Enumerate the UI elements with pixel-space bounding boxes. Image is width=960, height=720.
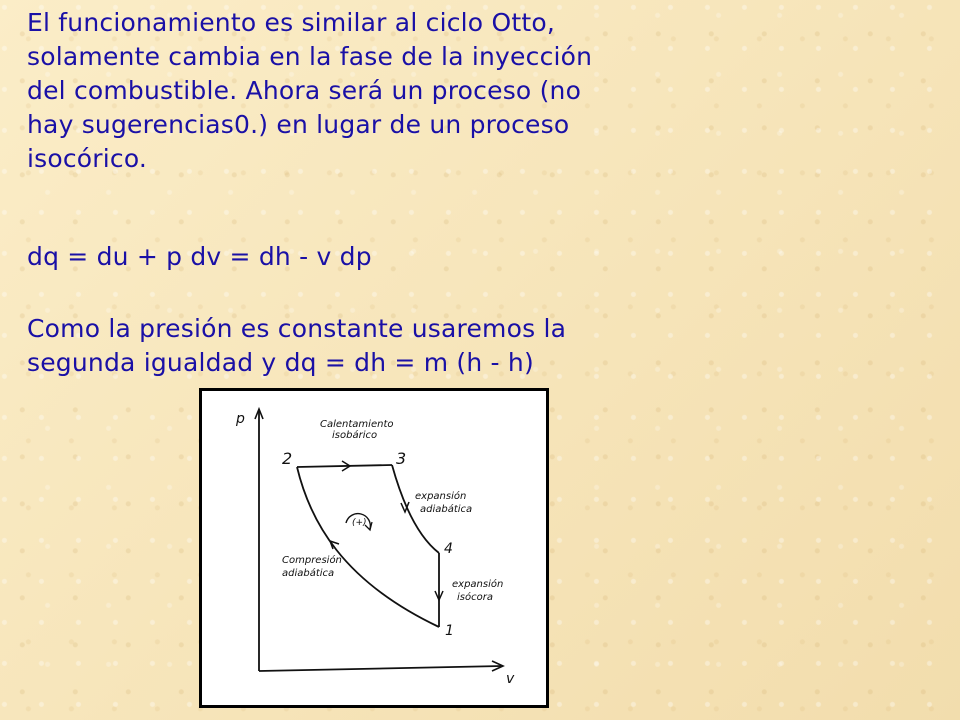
energy-equation: dq = du + p dv = dh - v dp xyxy=(27,242,372,271)
constant-pressure-paragraph: Como la presión es constante usaremos la segunda igualdad y dq = dh = m (h - h) xyxy=(27,314,567,377)
isobaric-heating-line xyxy=(297,465,392,467)
point-2-label: 2 xyxy=(282,449,293,468)
y-axis-label: p xyxy=(236,411,245,427)
expansion-label: expansión xyxy=(415,491,467,502)
expansion-label-2: adiabática xyxy=(420,504,473,515)
compression-label: Compresión xyxy=(282,555,342,566)
cycle-symbol: (+) xyxy=(352,518,367,528)
pv-diagram xyxy=(199,388,549,708)
point-3-label: 3 xyxy=(396,449,407,468)
isochoric-label: expansión xyxy=(452,579,504,590)
heating-label-2: isobárico xyxy=(332,430,378,441)
point-4-label: 4 xyxy=(444,541,453,557)
intro-paragraph: El funcionamiento es similar al ciclo Otto, solamente cambia en la fase de la inyección del combustible. Ahora será un proceso (no hay sugerencias0.) en lugar de un proceso isocórico. xyxy=(27,8,593,173)
x-axis xyxy=(259,666,502,671)
heating-label: Calentamiento xyxy=(320,419,394,430)
point-1-label: 1 xyxy=(445,623,454,639)
pv-diagram-drawing xyxy=(202,391,546,705)
x-axis-label: v xyxy=(506,671,515,687)
compression-label-2: adiabática xyxy=(282,568,335,579)
isochoric-label-2: isócora xyxy=(457,592,493,603)
